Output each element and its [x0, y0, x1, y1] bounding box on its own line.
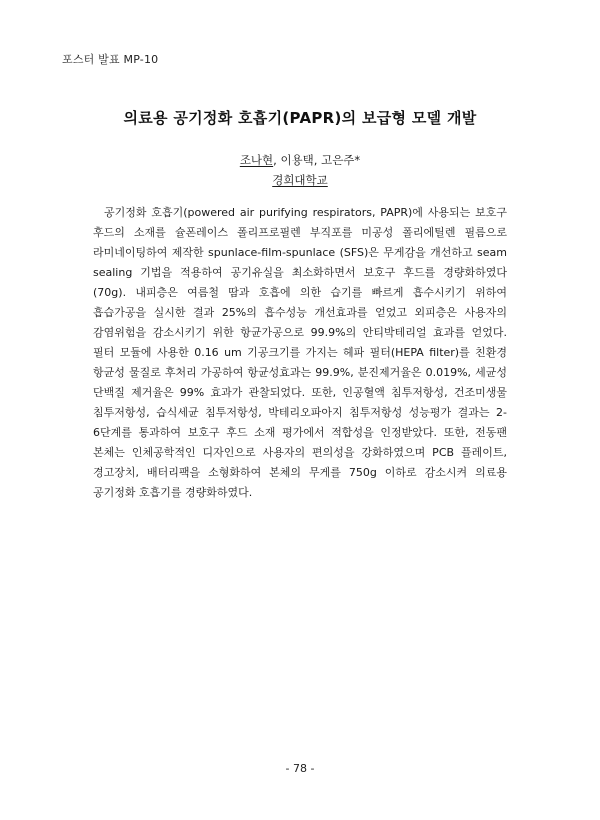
paper-title: 의료용 공기정화 호흡기(PAPR)의 보급형 모델 개발 [123, 109, 477, 127]
author-affiliation [0, 172, 600, 188]
session-label: 포스터 발표 MP-10 [62, 53, 159, 66]
abstract-body: 공기정화 호흡기(powered air purifying respirators, PAPR)에 사용되는 보호구 후드의 소재를 슐폰레이스 폴리프로필렌 부직포를 미공성 폴리에틸렌 필름으로 라미네이팅하여 제작한 spunlace-film-spunlace (SFS)은 무게감을 개선하고 seam sealing 기법을 적용하여 공기유실을 최소화하면서 보호구 후드를 경량화하였다(70g). 내피층은 여름철 땀과 호흡에 의한 습기를 빠르게 흡수시키기 위하여 흡습가공을 실시한 결과 25%의 흡수성능 개선효과를 얻었고 외피층은 사용자의 감염위험을 감소시키기 위한 항균가공으로 99.9%의 안티박테리얼 효과를 얻었다. 필터 모듈에 사용한 0.16 um 기공크기를 가지는 헤파 필터(HEPA filter)를 친환경 항균성 물질로 후처리 가공하여 항균성효과는 99.9%, 분진제거율은 0.019%, 세균성 단백질 제거율은 99% 효과가 관찰되었다. 또한, 인공혈액 침투저항성, 건조미생물 침투저항성, 습식세균 침투저항성, 박테리오파아지 침투저항성 성능평가 결과는 2-6단계를 통과하여 보호구 후드 소재 평가에서 적합성을 인정받았다. 또한, 전동팬 본체는 인체공학적인 디자인으로 사용자의 편의성을 강화하였으며 PCB 플레이트, 경고장치, 배터리팩을 소형화하여 본체의 무게를 750g 이하로 감소시켜 의료용 공기정화 호흡기를 경량화하였다. [93, 206, 507, 499]
presenting-author: 조나현 [239, 153, 274, 167]
page-number: - 78 - [285, 762, 315, 775]
affiliation-name: 경희대학교 [272, 173, 328, 187]
author-line [0, 152, 600, 168]
co-authors: , 이용택, 고은주* [273, 153, 361, 167]
